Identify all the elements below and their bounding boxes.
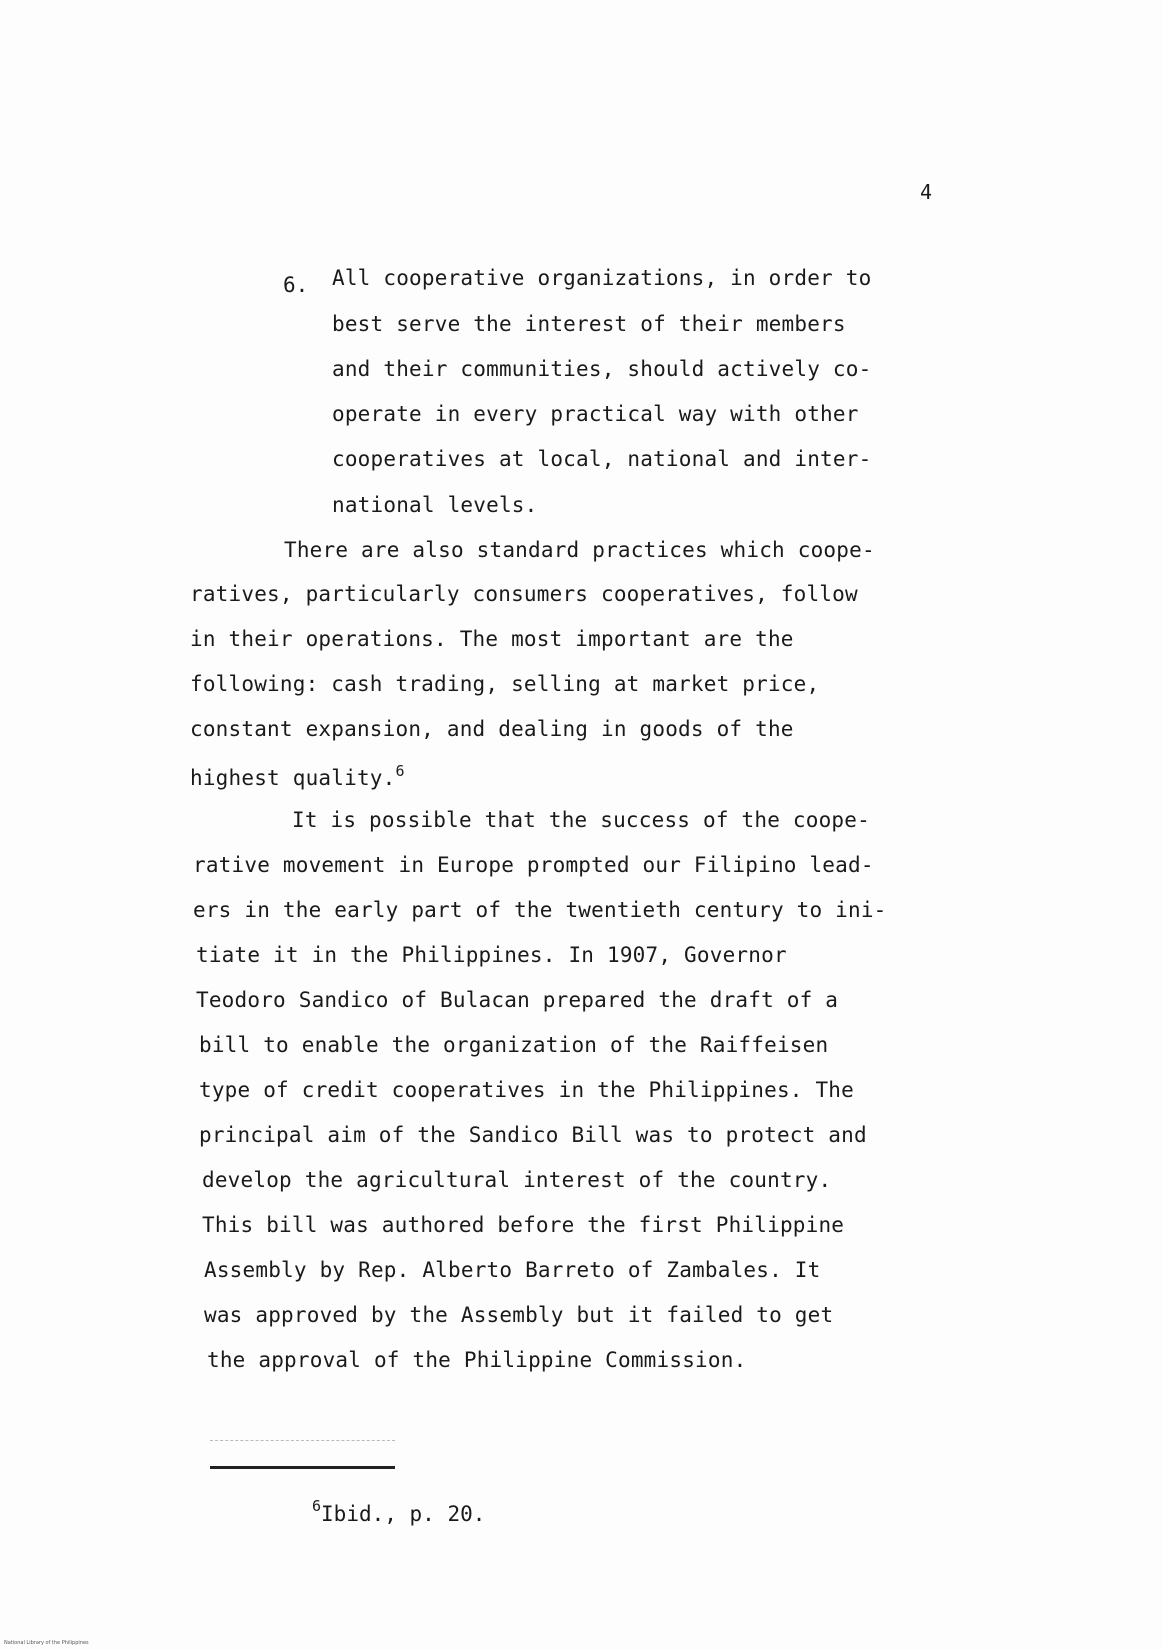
item-line: and their communities, should actively co-: [332, 357, 872, 381]
paragraph-line: ratives, particularly consumers cooperatives, follow: [190, 582, 858, 606]
library-footer: National Library of the Philippines: [4, 1640, 89, 1646]
paragraph-line: Teodoro Sandico of Bulacan prepared the draft of a: [196, 988, 839, 1012]
paragraph-line: Assembly by Rep. Alberto Barreto of Zambales. It: [204, 1258, 821, 1282]
paragraph-line: type of credit cooperatives in the Philippines. The: [199, 1078, 854, 1102]
item-line: best serve the interest of their members: [332, 312, 846, 336]
item-line: cooperatives at local, national and inter-: [332, 447, 872, 471]
page-number: 4: [920, 180, 933, 204]
item-line: national levels.: [332, 493, 538, 517]
item-line: All cooperative organizations, in order to: [332, 266, 872, 290]
paragraph-line: tiate it in the Philippines. In 1907, Governor: [196, 943, 787, 967]
paragraph-line: There are also standard practices which coope-: [284, 538, 875, 562]
paragraph-line: ers in the early part of the twentieth century to ini-: [193, 898, 887, 922]
footnote-text: Ibid., p. 20.: [321, 1502, 486, 1526]
paragraph-line-text: highest quality.: [190, 766, 396, 790]
paragraph-line: rative movement in Europe prompted our Filipino lead-: [193, 853, 874, 877]
paragraph-line: was approved by the Assembly but it failed to get: [204, 1303, 834, 1327]
footnote-rule: [210, 1466, 395, 1469]
item-line: operate in every practical way with other: [332, 402, 859, 426]
footnote-marker: 6: [312, 1497, 322, 1515]
paragraph-line: It is possible that the success of the coope-: [292, 808, 870, 832]
footnote-rule-faint: [210, 1440, 395, 1441]
paragraph-line: following: cash trading, selling at market price,: [190, 672, 820, 696]
paragraph-line: principal aim of the Sandico Bill was to protect and: [199, 1123, 867, 1147]
paragraph-line: This bill was authored before the first Philippine: [202, 1213, 845, 1237]
paragraph-line: bill to enable the organization of the Raiffeisen: [199, 1033, 829, 1057]
footnote-reference: 6: [395, 762, 405, 780]
paragraph-line: develop the agricultural interest of the country.: [202, 1168, 832, 1192]
list-item-number: 6.: [283, 273, 309, 297]
paragraph-line: constant expansion, and dealing in goods of the: [190, 717, 794, 741]
footnote: [312, 1497, 485, 1526]
paragraph-line: [190, 762, 405, 790]
paragraph-line: the approval of the Philippine Commission.: [207, 1348, 747, 1372]
paragraph-line: in their operations. The most important are the: [190, 627, 794, 651]
